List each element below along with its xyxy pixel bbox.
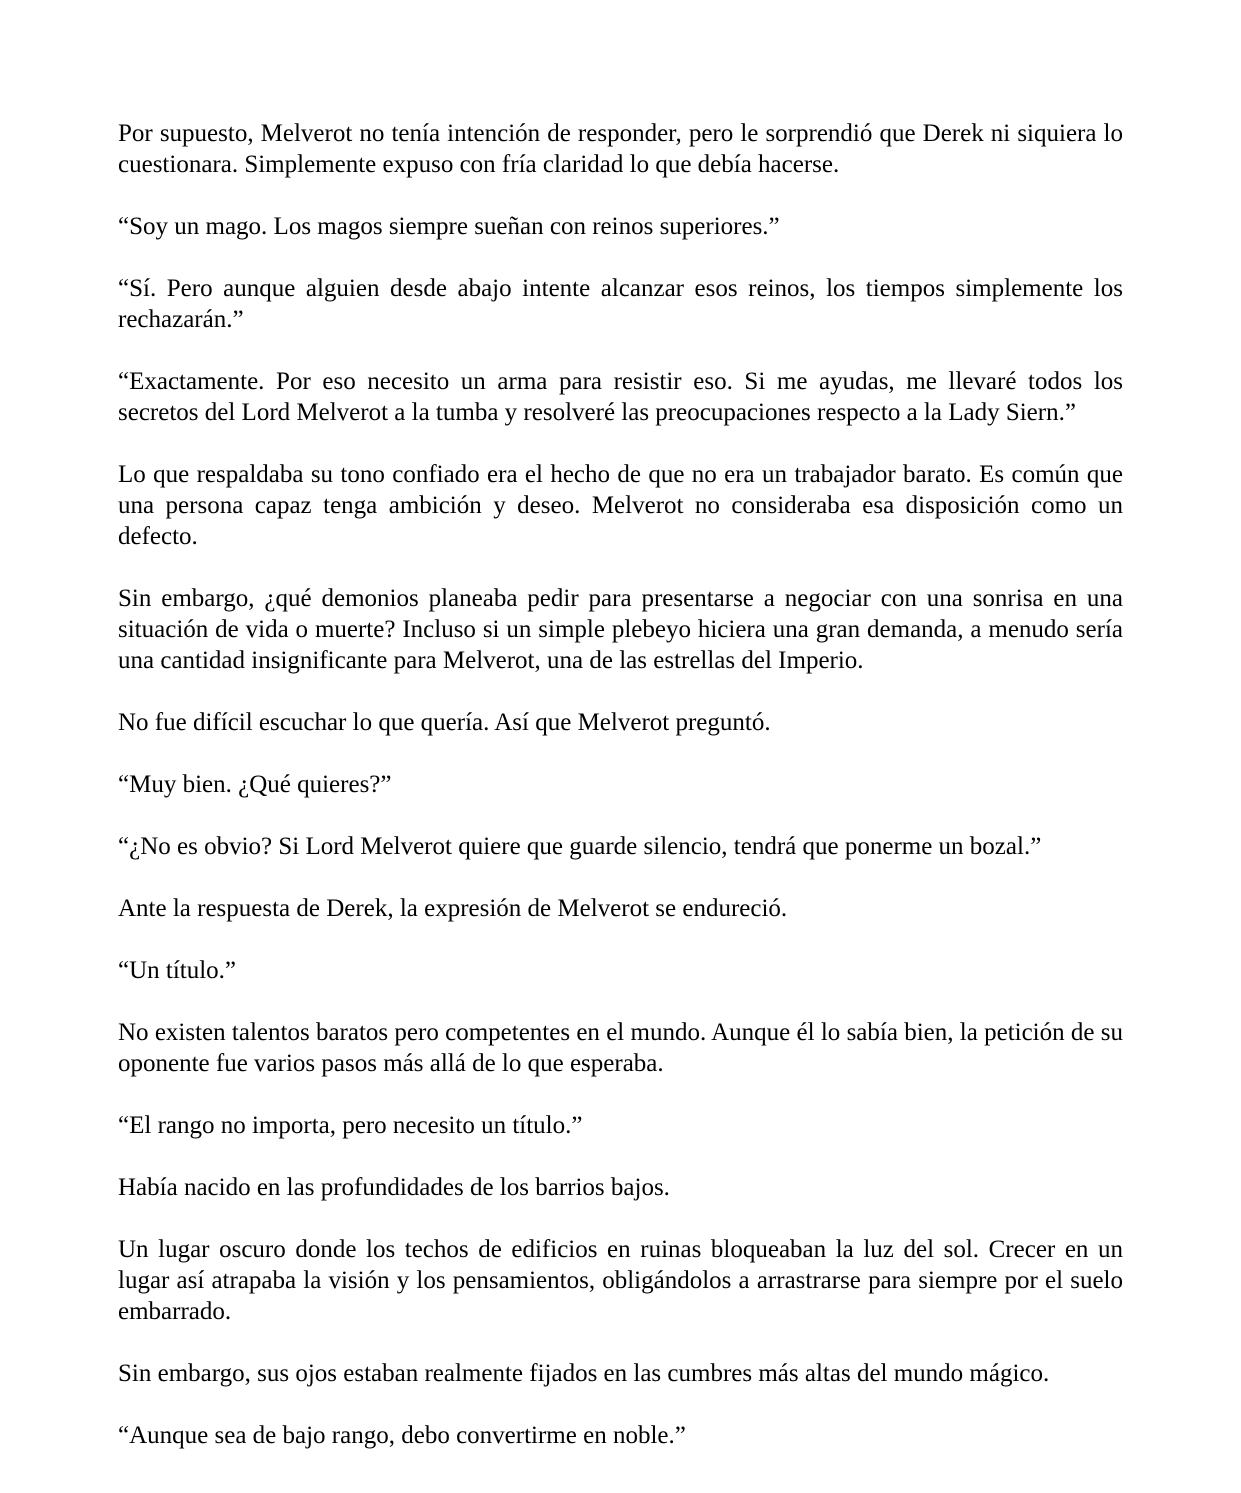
paragraph-1: Por supuesto, Melverot no tenía intención de responder, pero le sorprendió que Derek ni siquiera lo cuestionara. Simplemente expuso con fría claridad lo que debía hacerse. — [118, 120, 1123, 178]
paragraph-7: No fue difícil escuchar lo que quería. Así que Melverot preguntó. — [118, 709, 771, 736]
paragraph-10: Ante la respuesta de Derek, la expresión de Melverot se endureció. — [118, 895, 788, 922]
paragraph-12: No existen talentos baratos pero competentes en el mundo. Aunque él lo sabía bien, la petición de su oponente fue varios pasos más allá de lo que esperaba. — [118, 1019, 1123, 1077]
paragraph-16: Sin embargo, sus ojos estaban realmente fijados en las cumbres más altas del mundo mágico. — [118, 1360, 1050, 1387]
paragraph-17: “Aunque sea de bajo rango, debo convertirme en noble.” — [118, 1422, 686, 1449]
paragraph-8: “Muy bien. ¿Qué quieres?” — [118, 771, 392, 798]
paragraph-6: Sin embargo, ¿qué demonios planeaba pedir para presentarse a negociar con una sonrisa en una situación de vida o muerte? Incluso si un simple plebeyo hiciera una gran demanda, a menudo sería una cantidad insignificante para Melverot, una de las estrellas del Imperio. — [118, 585, 1123, 674]
paragraph-14: Había nacido en las profundidades de los barrios bajos. — [118, 1174, 670, 1201]
paragraph-9: “¿No es obvio? Si Lord Melverot quiere que guarde silencio, tendrá que ponerme un bozal.” — [118, 833, 1042, 860]
paragraph-13: “El rango no importa, pero necesito un título.” — [118, 1112, 583, 1139]
document-page — [118, 118, 1123, 1482]
paragraph-15: Un lugar oscuro donde los techos de edificios en ruinas bloqueaban la luz del sol. Crecer en un lugar así atrapaba la visión y los pensamientos, obligándolos a arrastrarse para siempre por el suelo embarrado. — [118, 1236, 1123, 1325]
paragraph-3: “Sí. Pero aunque alguien desde abajo intente alcanzar esos reinos, los tiempos simplemente los rechazarán.” — [118, 275, 1123, 333]
paragraph-4: “Exactamente. Por eso necesito un arma para resistir eso. Si me ayudas, me llevaré todos los secretos del Lord Melverot a la tumba y resolveré las preocupaciones respecto a la Lady Siern.” — [118, 368, 1123, 426]
paragraph-11: “Un título.” — [118, 957, 237, 984]
paragraph-2: “Soy un mago. Los magos siempre sueñan con reinos superiores.” — [118, 213, 780, 240]
paragraph-5: Lo que respaldaba su tono confiado era el hecho de que no era un trabajador barato. Es común que una persona capaz tenga ambición y deseo. Melverot no consideraba esa disposición como un defecto. — [118, 461, 1123, 550]
